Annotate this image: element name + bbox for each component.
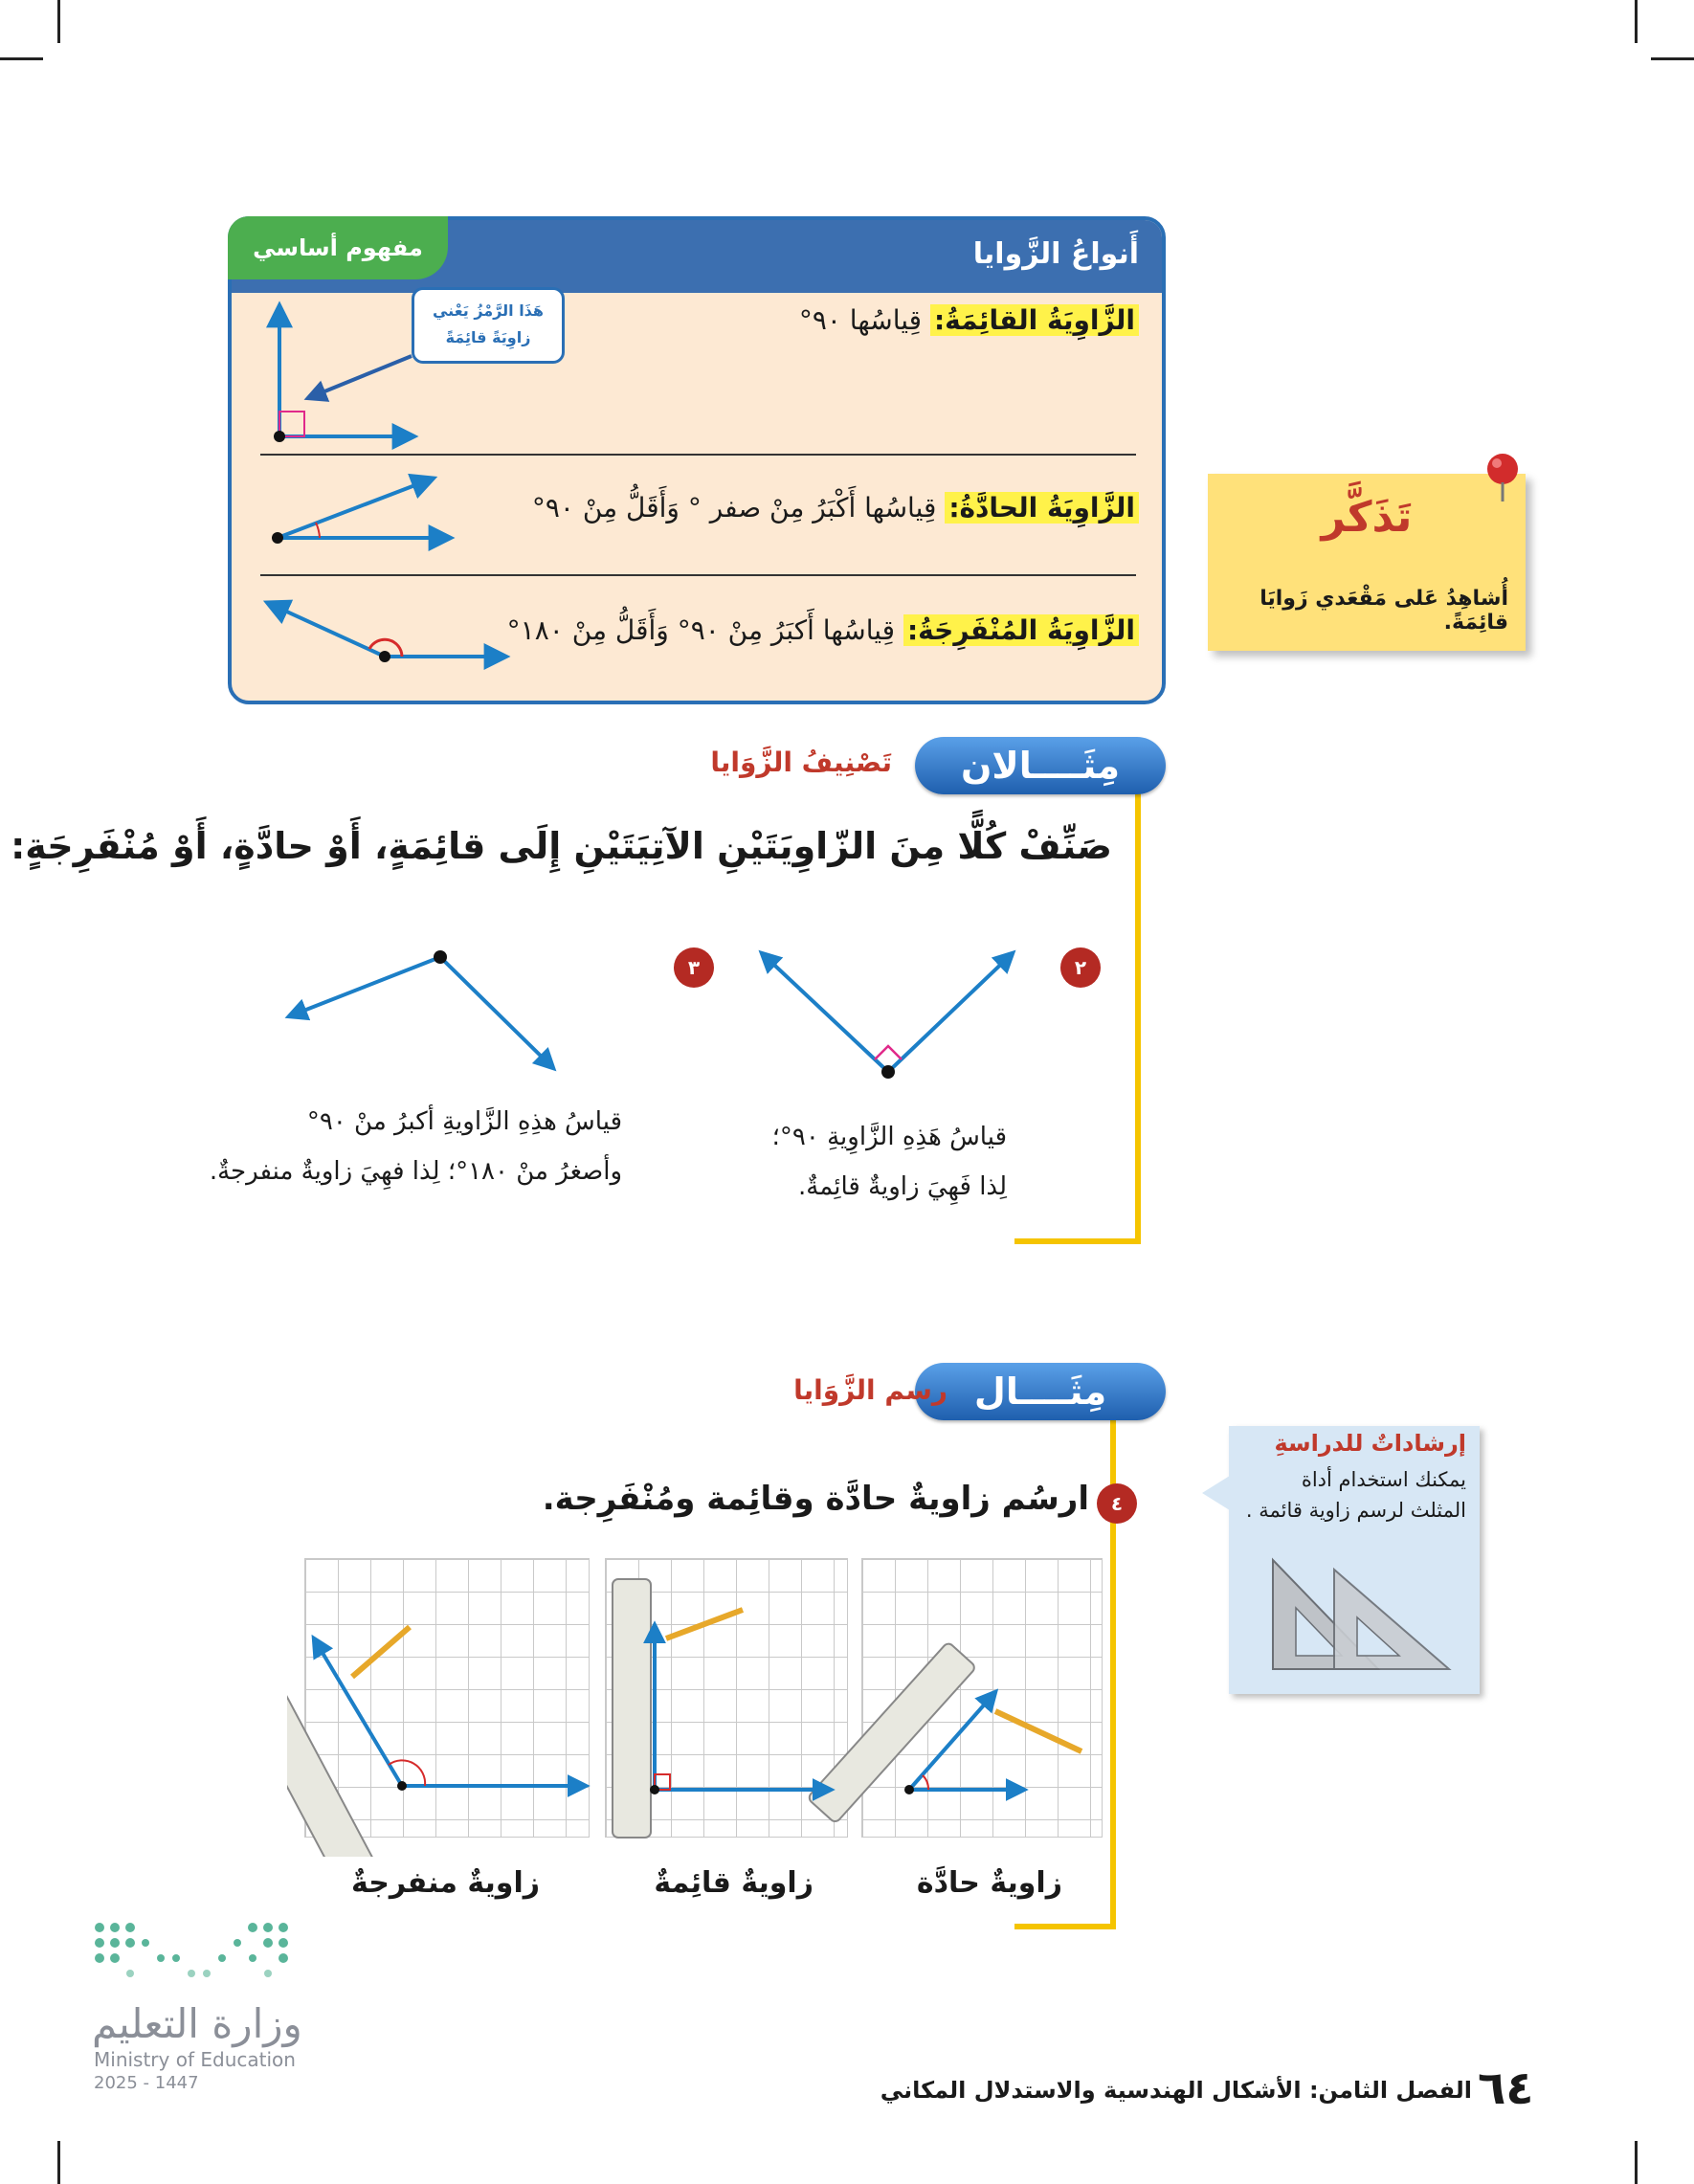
crop-mark	[0, 57, 43, 60]
set-square-icon	[1267, 1550, 1459, 1675]
key-concept-box	[228, 216, 1166, 704]
crop-mark	[1635, 2141, 1638, 2184]
ministry-name-en: Ministry of Education	[94, 2048, 296, 2071]
right-angle-term: الزَّاوِيَةُ القائِمَةُ:	[930, 304, 1139, 336]
crop-mark	[1651, 57, 1694, 60]
examples-question: صَنِّفْ كُلًّا مِنَ الزّاوِيَتَيْنِ الآتِيَتَيْنِ إِلَى قائِمَةٍ، أَوْ حادَّةٍ، أَوْ مُنْفَرِجَةٍ:	[11, 825, 1112, 867]
study-tip-box	[1229, 1426, 1480, 1694]
acute-angle-desc: قِياسُها أَكْبَرُ مِنْ صفر ° وَأَقَلُّ مِنْ ٩٠°	[531, 492, 937, 524]
acute-angle-term: الزَّاوِيَةُ الحادَّةُ:	[945, 492, 1139, 524]
pushpin-icon	[1474, 448, 1531, 505]
section-line	[1014, 1238, 1141, 1244]
section-line	[1014, 1924, 1116, 1929]
right-angle-desc: قِياسُها ٩٠°	[798, 304, 923, 336]
example-2-line1: قياسُ هَذِهِ الزَّاوِيةِ ٩٠°؛	[771, 1123, 1007, 1151]
concept-title: أَنواعُ الزَّوايا	[972, 237, 1139, 271]
caption-right: زاويةٌ قائِمةٌ	[654, 1866, 814, 1900]
example-number-3: ٣	[674, 947, 714, 988]
examples-pill: مِثَــــالان	[915, 737, 1166, 794]
obtuse-angle-desc: قِياسُها أَكبَرُ مِنْ ٩٠° وَأَقَلُّ مِنْ ١٨٠°	[506, 614, 896, 646]
example-3-answer	[210, 1097, 622, 1196]
right-angle-diagram	[274, 306, 413, 442]
crop-mark	[57, 2141, 60, 2184]
remember-title: تَذَكَّر	[1321, 493, 1413, 542]
acute-angle-diagram	[272, 479, 450, 544]
drawing-angles-diagrams	[287, 1550, 1129, 1857]
tip-pointer	[1202, 1474, 1233, 1512]
remember-body: أُشاهِدُ عَلى مَقْعَدي زَوايَا قائِمَةً.	[1259, 587, 1508, 635]
example-3-line1: قياسُ هذِهِ الزَّاويةِ أكبرُ منْ ٩٠°	[306, 1107, 622, 1136]
callout-line2: زاوِيَةً قائِمَةً	[445, 328, 531, 346]
obtuse-angle-term: الزَّاوِيَةُ المُنْفَرِجَةُ:	[903, 614, 1139, 646]
example-number-2: ٢	[1060, 947, 1101, 988]
example-subtitle: رسم الزَّوَايا	[793, 1374, 947, 1406]
tip-body: يمكنك استخدام أداة المثلث لرسم زاوية قائمة .	[1245, 1468, 1466, 1522]
obtuse-drawing	[287, 1627, 586, 1857]
caption-acute: زاويةٌ حادَّة	[916, 1866, 1062, 1900]
example-2-answer	[772, 1112, 1007, 1212]
concept-tab: مفهوم أساسي	[228, 216, 448, 279]
obtuse-angle-diagram	[268, 603, 505, 662]
caption-obtuse: زاويةٌ منفرجةٌ	[351, 1866, 540, 1900]
acute-drawing	[807, 1641, 1081, 1823]
examples-subtitle: تَصْنِيفُ الزَّوَايا	[710, 747, 892, 778]
crop-mark	[1635, 0, 1638, 43]
tip-title: إرشاداتٌ للدراسةِ	[1274, 1430, 1466, 1457]
concept-angle-diagrams	[232, 220, 1170, 708]
example-3-obtuse-angle	[289, 950, 553, 1068]
ministry-logo-icon	[92, 1920, 302, 1996]
right-drawing	[613, 1579, 831, 1838]
ministry-year: 2025 - 1447	[94, 2073, 199, 2093]
example-2-line2: لِذا فَهِيَ زاويةٌ قائِمةٌ.	[797, 1172, 1007, 1201]
chapter-title: الفصل الثامن: الأشكال الهندسية والاستدلال المكاني	[880, 2077, 1472, 2104]
example-number-4: ٤	[1097, 1483, 1137, 1524]
examples-angle-diagrams	[268, 919, 1053, 1091]
section-line	[1135, 775, 1141, 1244]
callout-line1: هَذَا الرَّمْزُ يَعْني	[432, 301, 545, 320]
example-3-line2: وأصغرُ منْ ١٨٠°؛ لِذا فهِيَ زاويةٌ منفرجةٌ.	[209, 1157, 622, 1186]
example-2-right-angle	[762, 953, 1013, 1079]
example-pill: مِثَــــال	[915, 1363, 1166, 1420]
page-number: ٦٤	[1478, 2061, 1534, 2115]
ministry-name-ar: وزارة التعليم	[92, 2000, 302, 2047]
example-question: ارسُم زاويةٌ حادَّة وقائِمة ومُنْفَرِجة.	[542, 1480, 1089, 1518]
crop-mark	[57, 0, 60, 43]
